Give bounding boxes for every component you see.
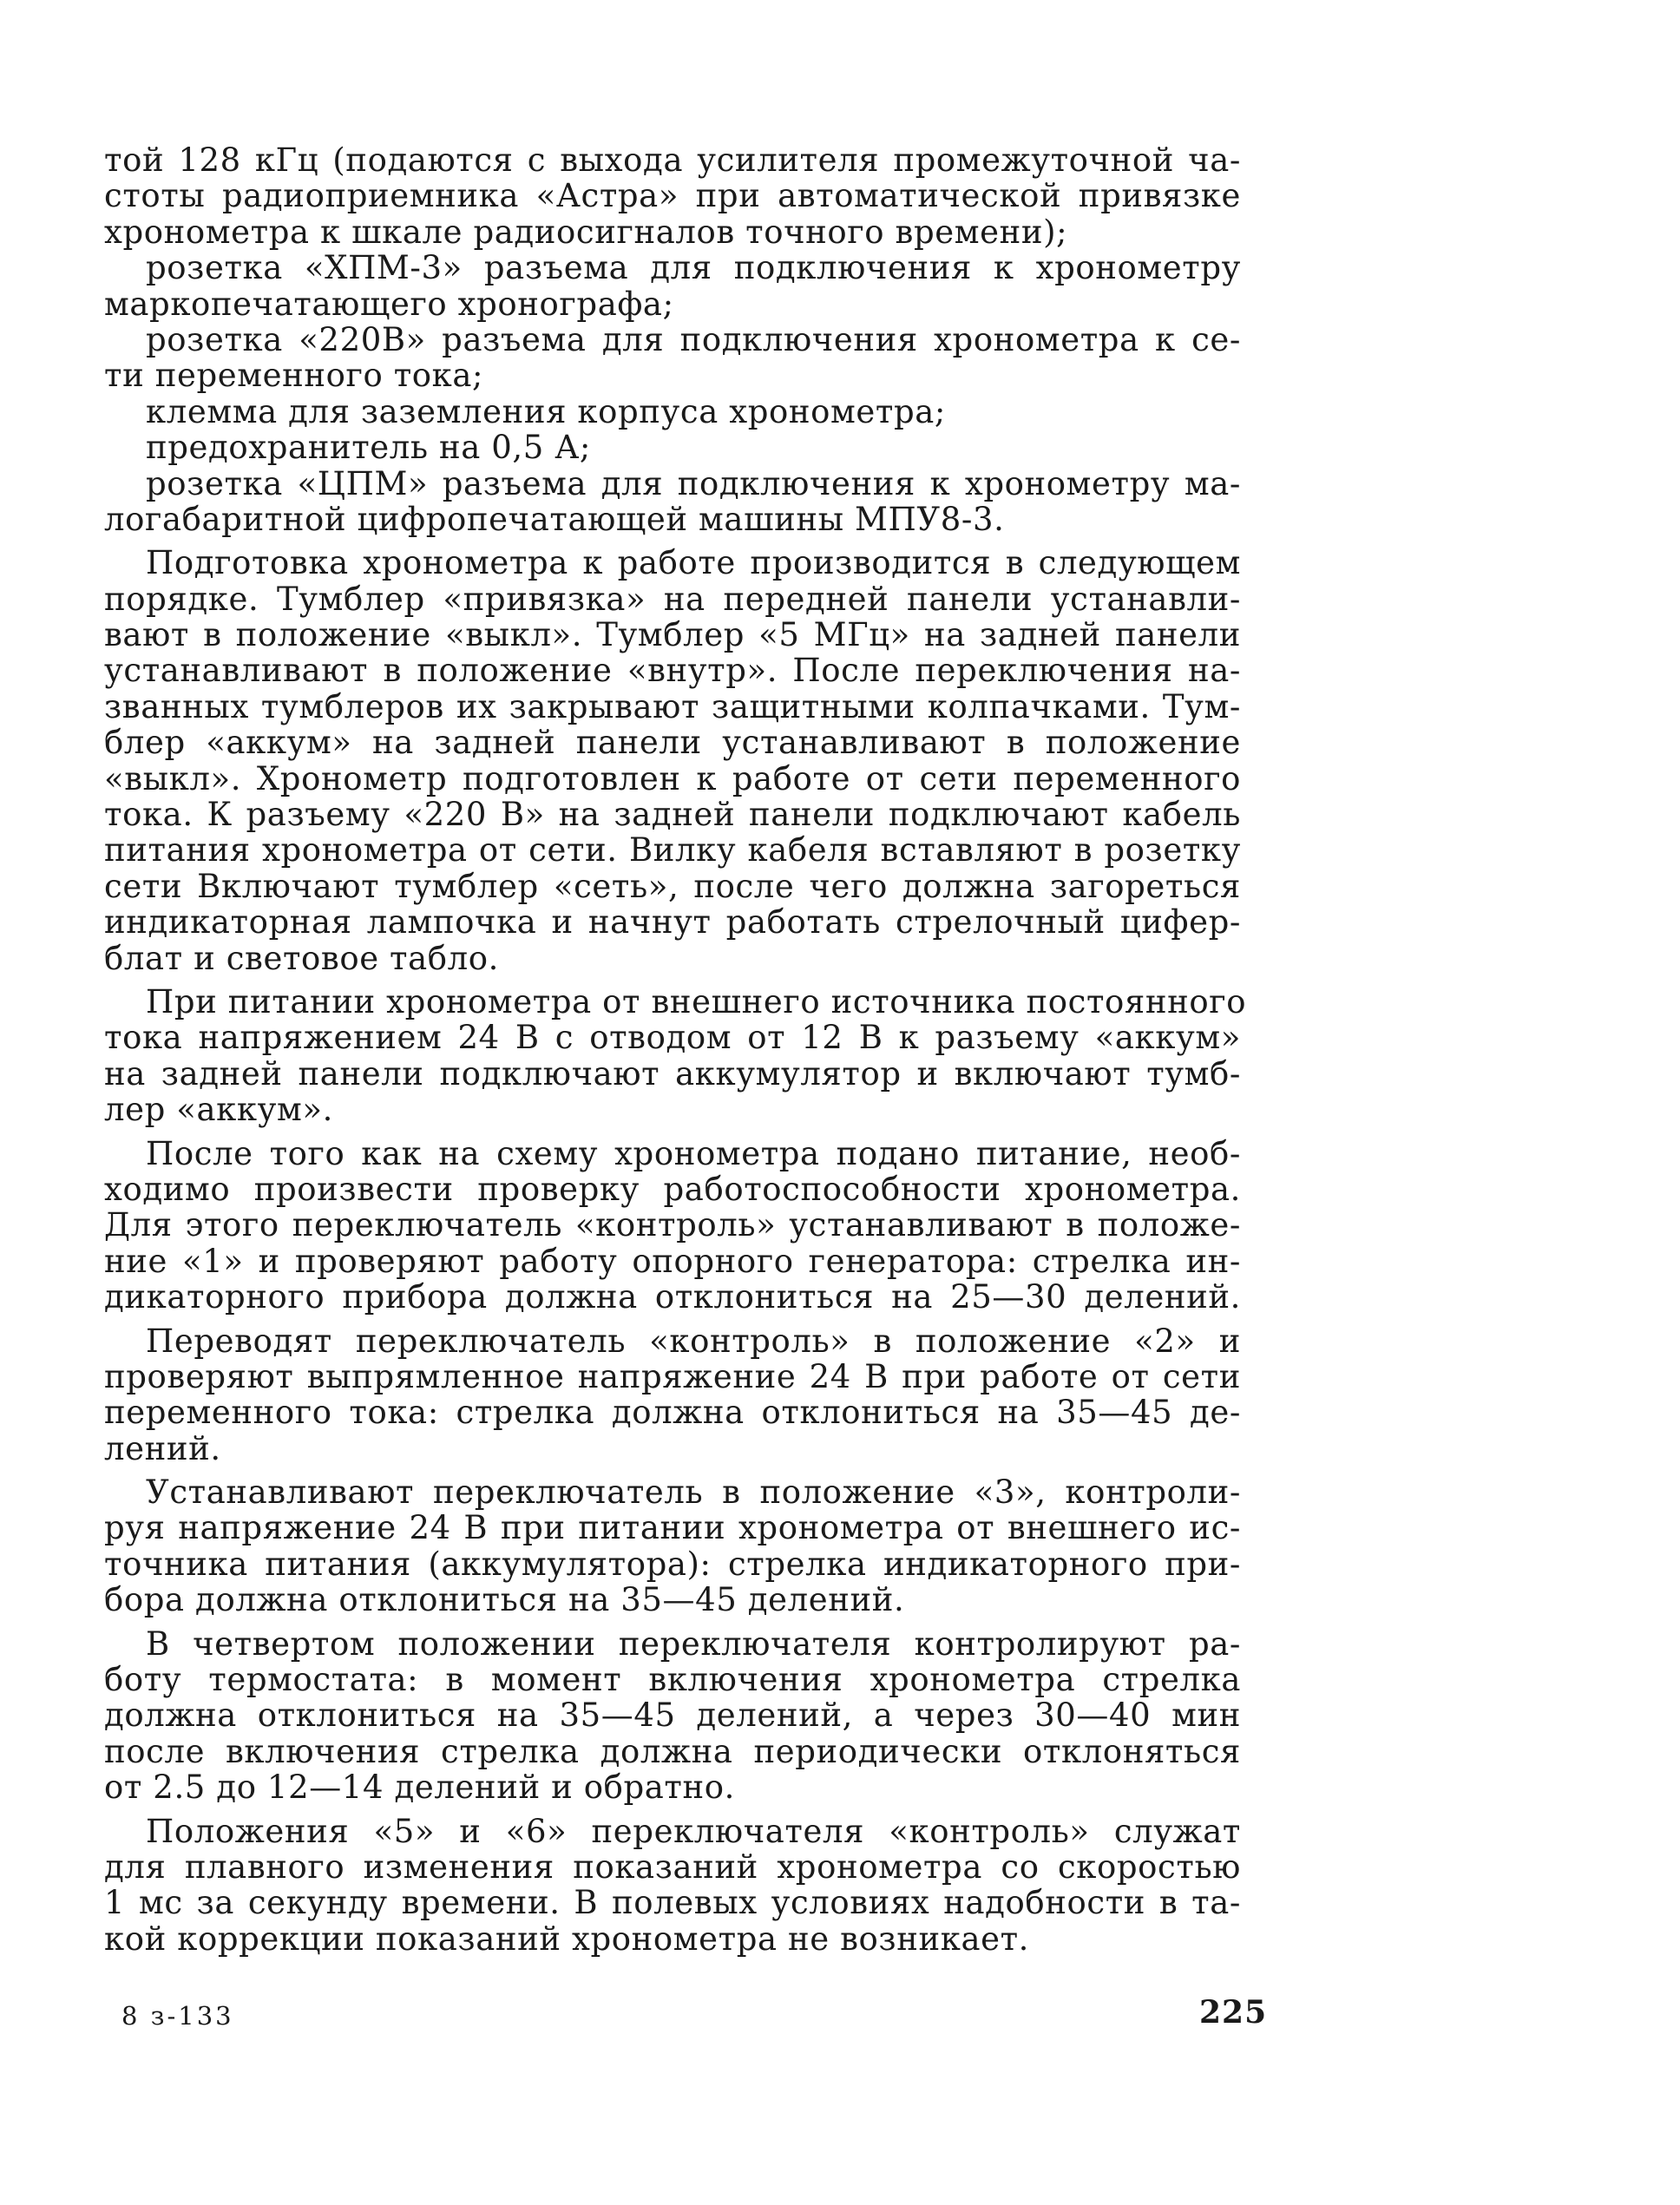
paragraph-first-line: После того как на схему хронометра подано питание, необ- <box>146 1134 1241 1172</box>
text-line: тока напряжением 24 В с отводом от 12 В к разъему «аккум» <box>104 1019 1241 1057</box>
text-line: Для этого переключатель «контроль» устанавливают в положе- <box>104 1206 1241 1244</box>
text-line: хронометра к шкале радиосигналов точного времени); <box>104 213 1068 251</box>
text-line: после включения стрелка должна периодически отклоняться <box>104 1732 1241 1770</box>
text-line: ти переменного тока; <box>104 357 484 395</box>
text-line: тока. К разъему «220 В» на задней панели подключают кабель <box>104 796 1241 834</box>
text-line: лер «аккум». <box>104 1091 333 1129</box>
list-item-line: клемма для заземления корпуса хронометра; <box>146 392 946 430</box>
text-line: порядке. Тумблер «привязка» на передней панели устанавли- <box>104 580 1241 618</box>
paragraph-first-line: Переводят переключатель «контроль» в положение «2» и <box>146 1322 1241 1360</box>
text-line: боту термостата: в момент включения хронометра стрелка <box>104 1661 1241 1699</box>
text-line: переменного тока: стрелка должна отклониться на 35—45 де- <box>104 1394 1241 1432</box>
text-line: ние «1» и проверяют работу опорного генератора: стрелка ин- <box>104 1242 1241 1280</box>
text-line: вают в положение «выкл». Тумблер «5 МГц» на задней панели <box>104 616 1241 654</box>
text-line: 1 мс за секунду времени. В полевых условиях надобности в та- <box>104 1884 1241 1922</box>
body-text <box>104 141 1247 1958</box>
text-line: от 2.5 до 12—14 делений и обратно. <box>104 1769 735 1807</box>
text-line: должна отклониться на 35—45 делений, а через 30—40 мин <box>104 1696 1241 1735</box>
text-line: индикаторная лампочка и начнут работать стрелочный цифер- <box>104 903 1241 942</box>
text-line: блат и световое табло. <box>104 939 499 977</box>
paragraph-first-line: Положения «5» и «6» переключателя «контроль» служат <box>146 1812 1241 1850</box>
text-line: ходимо произвести проверку работоспособности хронометра. <box>104 1170 1241 1208</box>
text-line: дикаторного прибора должна отклониться на 25—30 делений. <box>104 1278 1241 1316</box>
list-item-line: розетка «ЦПМ» разъема для подключения к хронометру ма- <box>146 464 1241 502</box>
text-line: для плавного изменения показаний хронометра со скоростью <box>104 1847 1241 1886</box>
paragraph-first-line: Устанавливают переключатель в положение «3», контроли- <box>146 1473 1241 1512</box>
text-line: стоты радиоприемника «Астра» при автоматической привязке <box>104 177 1241 215</box>
list-item-line: предохранитель на 0,5 А; <box>146 429 591 467</box>
text-line: званных тумблеров их закрывают защитными колпачками. Тум- <box>104 687 1241 725</box>
text-line: питания хронометра от сети. Вилку кабеля вставляют в розетку <box>104 831 1241 870</box>
text-line: маркопечатающего хронографа; <box>104 285 674 323</box>
text-line: логабаритной цифропечатающей машины МПУ8-3. <box>104 500 1005 538</box>
text-line: проверяют выпрямленное напряжение 24 В при работе от сети <box>104 1357 1241 1395</box>
list-item-line: розетка «ХПМ-3» разъема для подключения к хронометру <box>146 249 1241 287</box>
text-line: лений. <box>104 1429 221 1467</box>
text-line: бора должна отклониться на 35—45 делений. <box>104 1581 905 1619</box>
text-line: той 128 кГц (подаются с выхода усилителя промежуточной ча- <box>104 141 1241 179</box>
text-line: устанавливают в положение «внутр». После переключения на- <box>104 652 1241 690</box>
page-number: 225 <box>1199 1994 1268 2031</box>
text-line: кой коррекции показаний хронометра не возникает. <box>104 1920 1030 1958</box>
text-line: «выкл». Хронометр подготовлен к работе от сети переменного <box>104 759 1241 797</box>
text-line: на задней панели подключают аккумулятор и включают тумб- <box>104 1054 1241 1093</box>
paragraph-first-line: Подготовка хронометра к работе производится в следующем <box>146 544 1241 582</box>
paragraph-first-line: В четвертом положении переключателя контролируют ра- <box>146 1624 1241 1663</box>
list-item-line: розетка «220В» разъема для подключения хронометра к се- <box>146 320 1241 358</box>
text-line: точника питания (аккумулятора): стрелка индикаторного при- <box>104 1545 1241 1583</box>
paragraph-first-line: При питании хронометра от внешнего источника постоянного <box>146 982 1247 1020</box>
printer-signature: 8 з-133 <box>121 2001 234 2031</box>
text-line: блер «аккум» на задней панели устанавливают в положение <box>104 724 1241 762</box>
text-line: руя напряжение 24 В при питании хронометра от внешнего ис- <box>104 1509 1241 1547</box>
text-line: сети Включают тумблер «сеть», после чего должна загореться <box>104 867 1241 905</box>
